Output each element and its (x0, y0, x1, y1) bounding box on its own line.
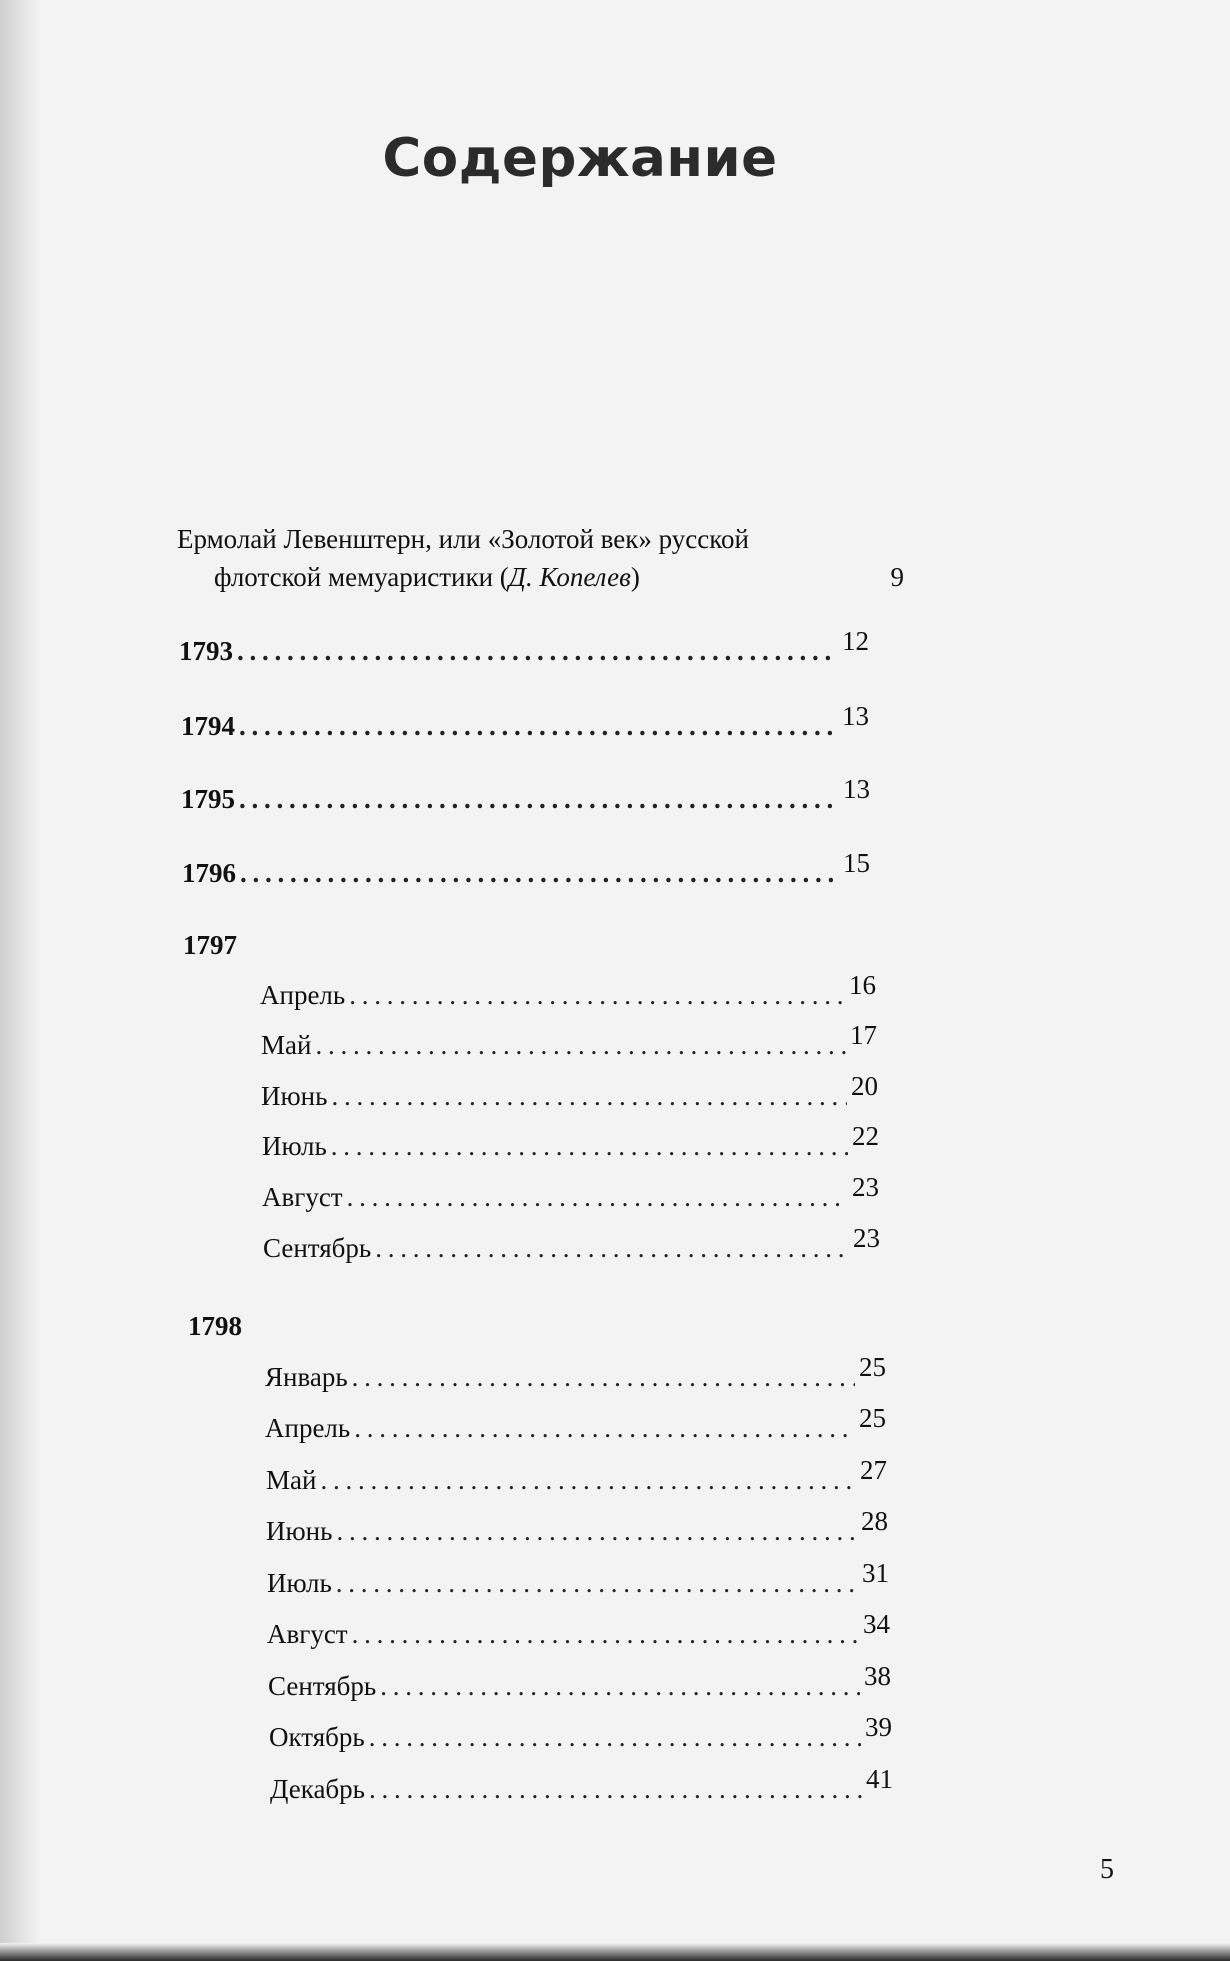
toc-page-number: 16 (849, 970, 876, 1000)
toc-year-heading: 1798 (188, 1311, 242, 1341)
page-binding-shadow (0, 0, 40, 1961)
toc-month-entry (261, 1071, 878, 1112)
toc-page-number: 17 (850, 1020, 877, 1050)
toc-month-label: Апрель (260, 980, 346, 1010)
page-title: Содержание (382, 128, 778, 189)
toc-month-label: Декабрь (270, 1774, 365, 1804)
toc-month-entry (267, 1558, 889, 1599)
toc-page-number: 31 (862, 1558, 889, 1588)
toc-month-entry (266, 1506, 888, 1547)
toc-year-label: 1793 (179, 636, 233, 666)
leader-dots (320, 1465, 856, 1496)
toc-page-number: 13 (842, 701, 869, 731)
toc-intro-author: Д. Копелев (508, 562, 631, 592)
leader-dots (354, 1413, 855, 1444)
leader-dots (369, 1722, 861, 1753)
toc-month-label: Август (267, 1619, 348, 1649)
toc-year-entry (181, 774, 870, 815)
leader-dots (336, 1568, 858, 1599)
toc-page-number: 23 (852, 1172, 879, 1202)
leader-dots (347, 1182, 848, 1213)
toc-month-entry (269, 1712, 892, 1753)
toc-page-number: 25 (859, 1352, 886, 1382)
toc-page-number: 23 (853, 1223, 880, 1253)
toc-month-entry (270, 1764, 893, 1805)
toc-month-label: Январь (265, 1362, 348, 1392)
toc-month-entry (262, 1121, 879, 1162)
toc-month-entry (265, 1403, 886, 1444)
leader-dots (237, 636, 838, 667)
toc-month-label: Май (261, 1030, 312, 1060)
toc-month-label: Сентябрь (263, 1233, 372, 1263)
toc-month-entry (262, 1172, 879, 1213)
toc-month-label: Июнь (266, 1516, 333, 1546)
toc-page-number: 25 (859, 1403, 886, 1433)
toc-month-label: Июнь (261, 1081, 328, 1111)
toc-page-number: 28 (861, 1506, 888, 1536)
toc-month-label: Июль (267, 1568, 332, 1598)
page-number: 5 (1100, 1854, 1114, 1885)
leader-dots (352, 1362, 855, 1393)
toc-month-label: Октябрь (269, 1722, 365, 1752)
toc-page-number: 34 (863, 1609, 890, 1639)
toc-month-label: Июль (262, 1131, 327, 1161)
leader-dots (349, 980, 845, 1011)
toc-month-label: Август (262, 1182, 343, 1212)
toc-page-number: 13 (843, 774, 870, 804)
toc-year-label: 1796 (182, 858, 236, 888)
toc-page-number: 41 (866, 1764, 893, 1794)
toc-month-entry (263, 1223, 880, 1264)
toc-month-entry (267, 1609, 890, 1650)
toc-month-entry (260, 970, 876, 1011)
toc-month-entry (266, 1455, 887, 1496)
toc-month-label: Май (266, 1465, 317, 1495)
toc-page-number: 27 (860, 1455, 887, 1485)
leader-dots (336, 1516, 857, 1547)
toc-page-number: 15 (843, 848, 870, 878)
leader-dots (240, 858, 839, 889)
toc-intro-line1: Ермолай Левенштерн, или «Золотой век» русской (177, 524, 749, 554)
toc-intro-line2 (177, 558, 904, 596)
toc-year-label: 1795 (181, 784, 235, 814)
toc-year-entry (182, 848, 870, 889)
toc-year-entry (181, 701, 869, 742)
toc-page-number: 39 (865, 1712, 892, 1742)
toc-page-number: 22 (852, 1121, 879, 1151)
toc-page-number: 20 (851, 1071, 878, 1101)
toc-intro-text: флотской мемуаристики ( (214, 562, 509, 592)
leader-dots (380, 1671, 860, 1702)
toc-intro-close: ) (630, 562, 640, 592)
leader-dots (375, 1233, 849, 1264)
toc-month-entry (265, 1352, 886, 1393)
toc-month-entry (268, 1661, 891, 1702)
toc-year-entry (179, 626, 869, 667)
leader-dots (239, 711, 838, 742)
page-bottom-edge (0, 1943, 1230, 1961)
leader-dots (369, 1774, 862, 1805)
leader-dots (239, 784, 839, 815)
leader-dots (331, 1081, 847, 1112)
toc-intro-page: 9 (890, 562, 904, 592)
toc-month-label: Сентябрь (268, 1671, 377, 1701)
toc-page-number: 38 (864, 1661, 891, 1691)
leader-dots (352, 1619, 859, 1650)
leader-dots (315, 1030, 846, 1061)
toc-intro-entry (177, 520, 904, 596)
toc-year-heading: 1797 (183, 930, 237, 960)
leader-dots (331, 1131, 848, 1162)
toc-year-label: 1794 (181, 711, 235, 741)
toc-month-label: Апрель (265, 1413, 351, 1443)
toc-month-entry (261, 1020, 877, 1061)
toc-page-number: 12 (842, 626, 869, 656)
